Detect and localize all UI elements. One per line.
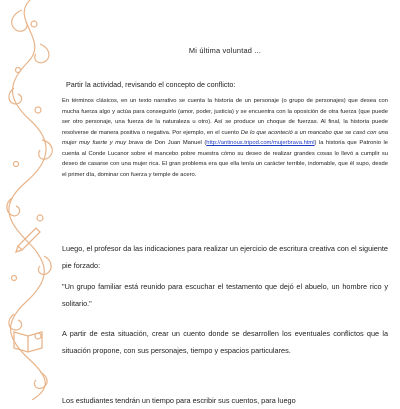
instruction-paragraph [62,240,388,312]
forced-prompt-quote: "Un grupo familiar está reunido para escuchar el testamento que dejó el abuelo, un hombre rico y solitario." [62,282,388,308]
swirl-ornament [0,0,58,400]
document-title: Mi última voluntad ... [188,46,262,55]
instruction-text: Luego, el profesor da las indicaciones para realizar un ejercicio de escritura creativa con el siguiente pie forzado: [62,244,388,270]
lead-sentence: Partir la actividad, revisando el concepto de conflicto: [66,80,236,89]
document-page [62,0,388,405]
closing-paragraph: Los estudiantes tendrán un tiempo para escribir sus cuentos, para luego [62,396,296,405]
para1-text-b: de Don Juan Manuel ( [143,140,207,146]
book-icon [14,332,42,352]
conflict-paragraph [62,96,388,180]
para1-text-a: En términos clásicos, en un texto narrativo se cuenta la historia de un personaje (o grupo de personajes) que desea con mucha fuerza algo y actúa para conseguirlo (amor, poder, justicia) y se encuentra con la oposición de otra fuerza (que puede ser otro personaje, una fuerza de la naturaleza u otro). Así se produce un choque de fuerzas. Al final, la historia puede resolverse de manera positiva o negativa. Por ejemplo, en el cuento [62,98,388,136]
story-link[interactable]: http://antinous.tripod.com/mujerbrava.html [206,140,315,146]
pencil-icon [16,228,40,252]
para1-text-c: ) la historia que Patronio le cuenta al Conde Lucanor sobre el mancebo pobre muestra cómo su deseo de realizar grandes cosas lo llevó a cumplir su deseo de casarse con una mujer rica. El gran problema era que ella tenía un carácter terrible, indomable, que él supo, desde el primer día, dominar con fuerza y temple de acero. [62,140,388,178]
para1-italic-title: De lo que aconteció a un mancebo que se casó con una mujer muy fuerte y muy brava [62,129,388,146]
task-paragraph: A partir de esta situación, crear un cuento donde se desarrollen los eventuales conflictos que la situación propone, con sus personajes, tiempo y espacios particulares. [62,329,388,355]
